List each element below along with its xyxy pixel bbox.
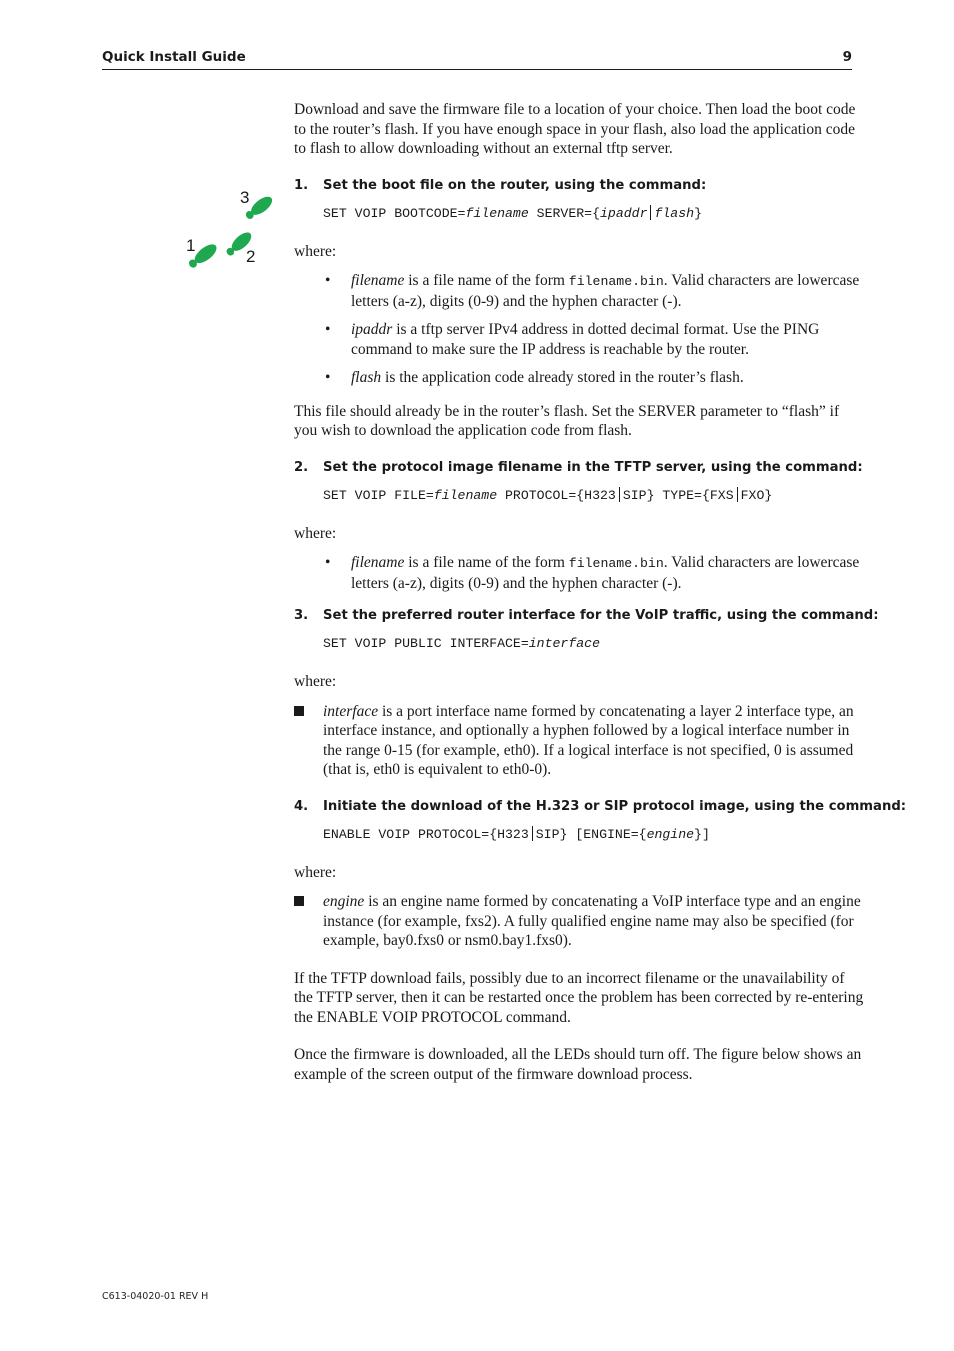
step-1-heading [294,177,864,195]
list-item [351,271,864,311]
cmd-text: } [694,205,702,221]
separator-bar [619,487,620,502]
cmd-param: filename [433,487,498,503]
closing-paragraph: If the TFTP download fails, possibly due to an incorrect filename or the unavailability of the TFTP server, then it can be restarted once the problem has been corrected by re-entering the ENABLE VOIP PROTOCOL command. [294,969,864,1026]
param-term: filename [351,272,405,289]
cmd-text: FXO} [740,487,773,503]
step-4-parameter-list [294,892,864,951]
cmd-text: }] [694,826,710,842]
param-text: is the application code already stored in the router’s flash. [381,369,744,386]
cmd-text: SIP} TYPE={FXS [622,487,734,503]
step-4-command [294,826,864,844]
step-3-command [294,635,864,653]
step-label-3: 3 [240,188,250,207]
step-3-heading [294,607,879,625]
list-item [351,368,864,388]
list-item [323,892,864,951]
guide-title: Quick Install Guide [102,49,246,65]
param-code: filename.bin [568,274,664,289]
step-1-note: This file should already be in the router’s flash. Set the SERVER parameter to “flash” if you wish to download the application code from flash. [294,402,840,439]
param-text: is an engine name formed by concatenating a VoIP interface type and an engine instance (for example, fxs2). A fully qualified engine name may also be specified (for example, bay0.fxs0 or nsm0.bay1.fxs0). [323,893,861,949]
step-2-text: Set the protocol image filename in the TFTP server, using the command: [323,459,863,475]
step-3-text: Set the preferred router interface for the VoIP traffic, using the command: [323,608,879,623]
step-1-number: 1. [294,177,309,193]
param-term: filename [351,554,405,571]
list-item [323,702,864,780]
step-1-parameter-list [294,271,864,388]
closing-paragraph: Once the firmware is downloaded, all the LEDs should turn off. The figure below shows an example of the screen output of the firmware download process. [294,1046,862,1083]
cmd-text: PROTOCOL={H323 [497,487,616,503]
cmd-text: SET VOIP FILE= [323,487,434,503]
cmd-text: SERVER={ [528,205,600,221]
where-label: where: [294,242,337,260]
step-2-heading [294,459,864,477]
page-number: 9 [842,49,852,65]
cmd-param: filename [465,205,529,221]
footsteps-icon [180,185,280,275]
step-2-parameter-list [294,553,864,593]
list-item [351,553,864,593]
cmd-text: SET VOIP PUBLIC INTERFACE= [323,636,529,651]
separator-bar [737,487,738,502]
param-text: is a port interface name formed by concatenating a layer 2 interface type, an interface instance, and optionally a hyphen followed by a logical interface number in the range 0-15 (for example, eth0). If a logical interface is not specified, 0 is assumed (that is, eth0 is equivalent to eth0-0). [323,702,854,778]
param-term: interface [323,702,379,720]
param-text: is a file name of the form [404,554,569,571]
page-content [294,100,907,1102]
cmd-text: ENABLE VOIP PROTOCOL={H323 [323,826,529,842]
cmd-param: flash [654,205,695,221]
step-2-number: 2. [294,459,309,475]
page-header [102,48,852,70]
separator-bar [532,826,533,841]
param-text: . Valid characters are lowercase letters (a-z), digits (0-9) and the hyphen character (-). [351,554,860,592]
param-text: . Valid characters are lowercase letters (a-z), digits (0-9) and the hyphen character (-). [351,272,860,310]
cmd-param: interface [528,636,600,651]
param-term: engine [323,893,365,910]
step-3-number: 3. [294,608,309,623]
where-label: where: [294,524,337,542]
separator-bar [650,205,651,220]
step-4-number: 4. [294,798,309,814]
cmd-text: SIP} [ENGINE={ [535,826,647,842]
param-text: is a tftp server IPv4 address in dotted decimal format. Use the PING command to make sure the IP address is reachable by the router. [351,321,820,358]
intro-paragraph: Download and save the firmware file to a location of your choice. Then load the boot code to the router’s flash. If you have enough space in your flash, also load the application code to flash to allow downloading without an external tftp server. [294,101,856,157]
where-label: where: [294,863,337,881]
list-item [351,320,864,359]
param-term: ipaddr [351,321,393,338]
param-text: is a file name of the form [404,272,569,289]
step-3-parameter-list [294,702,864,780]
document-id: C613-04020-01 REV H [102,1291,209,1302]
step-label-2: 2 [246,247,256,266]
step-2-command [294,487,864,505]
param-code: filename.bin [568,556,664,571]
where-label: where: [294,673,337,690]
step-1-command [294,205,864,223]
step-label-1: 1 [186,236,196,255]
step-4-heading [294,798,907,816]
step-4-text: Initiate the download of the H.323 or SIP protocol image, using the command: [323,798,907,814]
cmd-param: engine [646,826,695,842]
cmd-text: SET VOIP BOOTCODE= [323,205,466,221]
cmd-param: ipaddr [600,205,648,221]
param-term: flash [351,369,382,386]
step-1-text: Set the boot file on the router, using the command: [323,177,707,193]
